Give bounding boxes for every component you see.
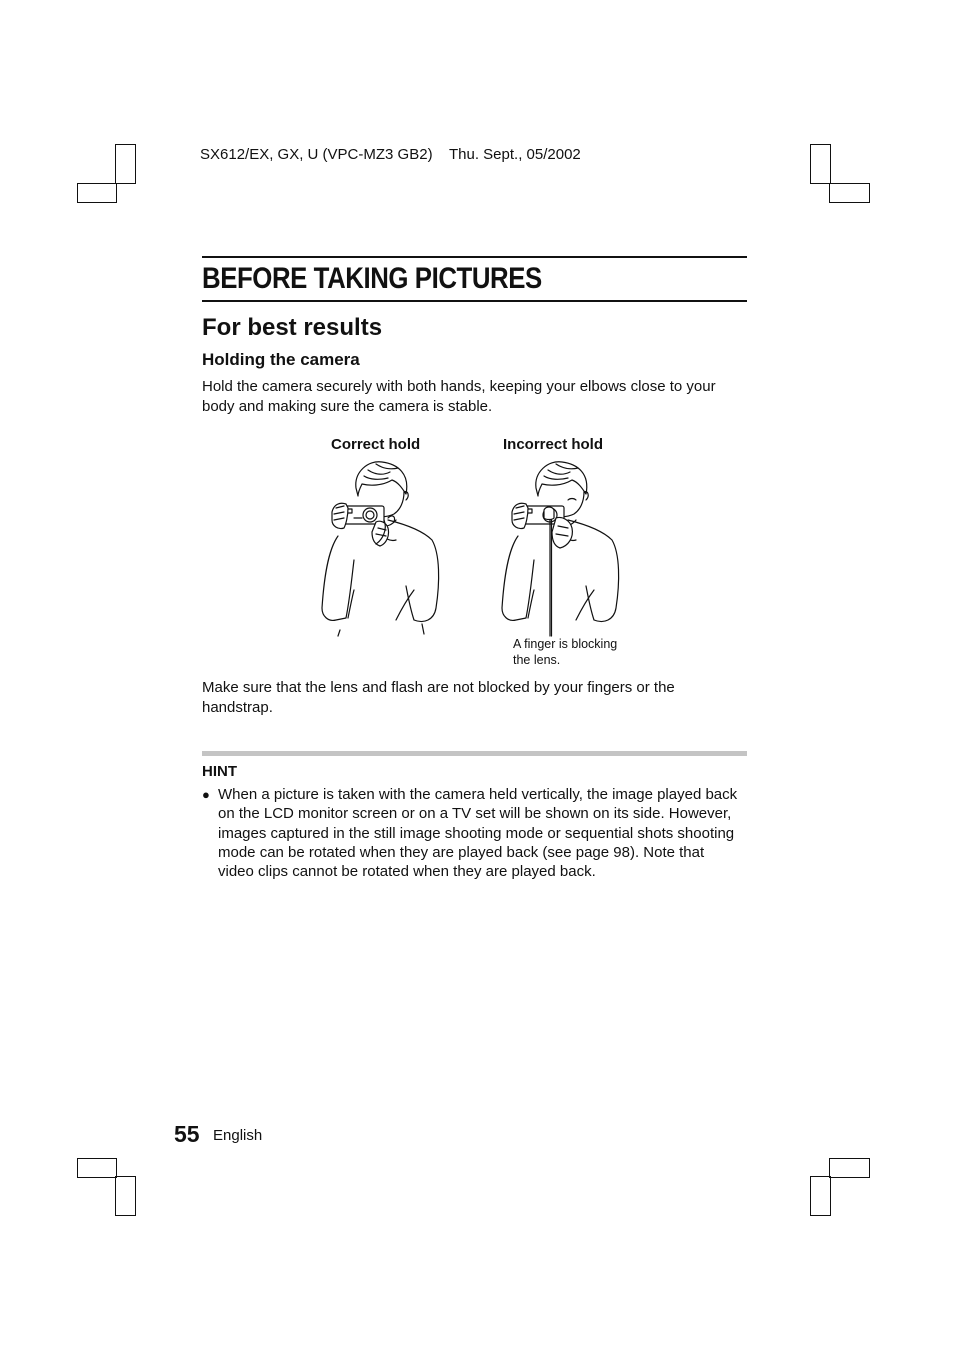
intro-paragraph: Hold the camera securely with both hands, keeping your elbows close to your body and making sure the camera is stable.	[202, 378, 716, 415]
crop-mark-top-right-vertical	[810, 144, 831, 184]
hint-bar	[202, 751, 747, 756]
note-paragraph: Make sure that the lens and flash are not blocked by your fingers or the handstrap.	[202, 679, 675, 716]
crop-mark-bottom-left-horizontal	[77, 1158, 117, 1178]
header-date: Thu. Sept., 05/2002	[448, 146, 581, 163]
hint-title: HINT	[202, 763, 237, 780]
correct-hold-illustration	[318, 458, 443, 636]
incorrect-hold-label: Incorrect hold	[503, 436, 604, 453]
chapter-rule-top	[202, 256, 747, 258]
section-title: For best results	[202, 314, 383, 341]
page-number: 55	[174, 1121, 200, 1147]
chapter-rule-bottom	[202, 300, 747, 302]
hint-text: When a picture is taken with the camera held vertically, the image played back on the LCD monitor screen or on a TV set will be shown on its side. However, images captured in the still image shooting mode or sequential shots shooting mode can be rotated when they are played back (see page 98). Note that video clips cannot be rotated when they are played back.	[218, 786, 738, 881]
incorrect-hold-illustration	[498, 458, 623, 636]
header-model: SX612/EX, GX, U (VPC-MZ3 GB2)	[200, 146, 433, 163]
subsection-title: Holding the camera	[202, 350, 360, 369]
page-language: English	[213, 1127, 263, 1144]
crop-mark-top-right-horizontal	[829, 183, 870, 203]
crop-mark-top-left-vertical	[115, 144, 136, 184]
figure-caption: A finger is blocking the lens.	[513, 637, 618, 667]
chapter-title: BEFORE TAKING PICTURES	[202, 262, 542, 295]
hint-bullet: ●	[202, 787, 210, 802]
crop-mark-bottom-right-vertical	[810, 1176, 831, 1216]
correct-hold-label: Correct hold	[331, 436, 421, 453]
crop-mark-bottom-right-horizontal	[829, 1158, 870, 1178]
crop-mark-bottom-left-vertical	[115, 1176, 136, 1216]
crop-mark-top-left-horizontal	[77, 183, 117, 203]
running-header	[200, 146, 581, 163]
